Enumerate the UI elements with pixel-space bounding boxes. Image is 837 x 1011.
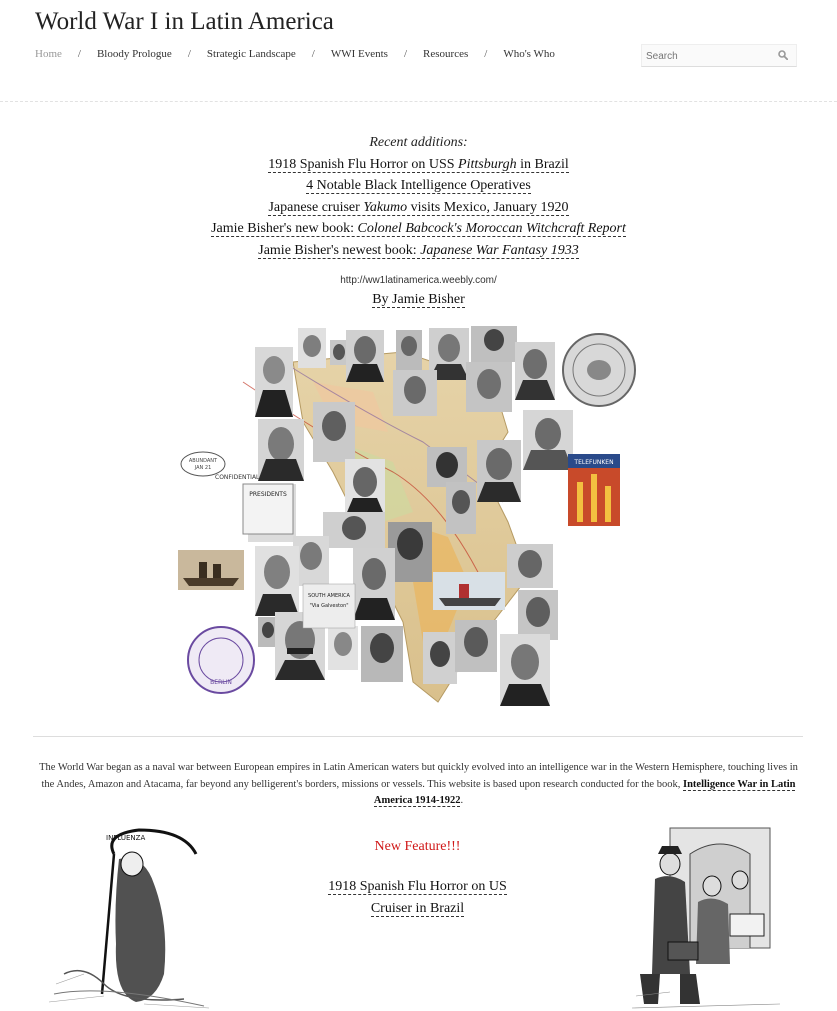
confidential-stamp [181, 452, 260, 481]
nav-separator: / [311, 48, 315, 60]
mexican-seal [563, 334, 635, 406]
portrait [523, 410, 573, 470]
portrait [427, 447, 467, 487]
portrait [258, 419, 304, 481]
feature-link-line1[interactable]: 1918 Spanish Flu Horror on US [328, 879, 507, 894]
nav-separator: / [77, 48, 81, 60]
nav-wwi-events[interactable]: WWI Events [330, 48, 388, 60]
section-divider [33, 736, 803, 737]
portrait [466, 362, 512, 412]
site-title[interactable]: World War I in Latin America [35, 8, 334, 35]
berlin-stamp [188, 627, 254, 693]
portrait [353, 548, 395, 620]
recent-link-babcock-book[interactable]: Jamie Bisher's new book: Colonel Babcock's Moroccan Witchcraft Report [211, 221, 626, 237]
recent-link-japanese-war-fantasy[interactable]: Jamie Bisher's newest book: Japanese War Fantasy 1933 [258, 242, 579, 258]
recent-link-spanish-flu[interactable]: 1918 Spanish Flu Horror on USS Pittsburgh in Brazil [268, 156, 569, 172]
new-feature-label: New Feature!!! [374, 839, 461, 854]
influenza-reaper-illustration [44, 824, 216, 1011]
portrait [255, 347, 293, 417]
ship-photo [433, 572, 505, 610]
stamp-text: ABUNDANT [188, 458, 218, 464]
nav-separator: / [403, 48, 408, 60]
recent-additions [0, 132, 837, 262]
clipping-text: "Via Galveston" [309, 603, 349, 609]
portrait [423, 632, 457, 684]
portrait [361, 626, 403, 682]
telefunken-poster [568, 454, 620, 526]
nav-strategic-landscape[interactable]: Strategic Landscape [206, 48, 296, 60]
recent-heading: Recent additions: [369, 135, 468, 150]
refugees-illustration [630, 824, 782, 1011]
portrait [507, 544, 553, 588]
author-link[interactable]: By Jamie Bisher [372, 292, 465, 307]
portrait [328, 626, 358, 670]
book-link[interactable]: Intelligence War in Latin America 1914-1922 [373, 778, 796, 806]
feature-link-block [215, 876, 620, 920]
header-divider [0, 101, 837, 102]
nav-separator: / [187, 48, 191, 60]
portrait [455, 620, 497, 672]
portrait [298, 328, 326, 368]
intro-paragraph [35, 760, 802, 810]
portrait [330, 340, 348, 365]
stamp-text: BERLIN [210, 679, 232, 686]
portrait [477, 440, 521, 502]
portrait [518, 590, 558, 640]
main-nav [35, 48, 555, 60]
portrait [255, 546, 299, 616]
portrait [393, 370, 437, 416]
photo-collage [163, 322, 643, 707]
site-url: http://ww1latinamerica.weebly.com/ [340, 275, 497, 286]
portrait [515, 342, 555, 400]
intro-end: . [460, 795, 464, 806]
byline [0, 292, 837, 308]
search-box [641, 44, 797, 67]
feature-link-line2[interactable]: Cruiser in Brazil [370, 901, 465, 916]
portrait [345, 459, 385, 517]
portrait [396, 330, 422, 374]
presidents-text: PRESIDENTS [249, 491, 287, 498]
search-icon[interactable] [778, 50, 788, 60]
presidents-document [243, 484, 293, 534]
nav-resources[interactable]: Resources [423, 48, 469, 60]
portrait [446, 482, 476, 534]
recent-link-black-intelligence[interactable]: 4 Notable Black Intelligence Operatives [306, 178, 531, 194]
portrait [471, 326, 517, 362]
clipping-text: SOUTH AMERICA [308, 593, 350, 599]
stamp-text: JAN 21 [194, 465, 212, 471]
intro-text: The World War began as a naval war between European empires in Latin American waters but quickly evolved into an intelligence war in the Western Hemisphere, touching lives in the Andes, Amazon and Atacama, far beyond any belligerent's borders, missions or vessels. This website is based upon research conducted for the book, [39, 762, 798, 790]
nav-separator: / [484, 48, 488, 60]
nav-home[interactable]: Home [35, 48, 62, 60]
map-of-south-america-clipping [303, 584, 355, 628]
nav-whos-who[interactable]: Who's Who [503, 48, 555, 60]
portrait [323, 512, 385, 548]
portrait [346, 330, 384, 382]
telefunken-text: TELEFUNKEN [574, 459, 614, 466]
confidential-text: CONFIDENTIAL [215, 474, 260, 481]
ship-photo [178, 550, 244, 590]
nav-bloody-prologue[interactable]: Bloody Prologue [96, 48, 172, 60]
recent-link-yakumo[interactable]: Japanese cruiser Yakumo visits Mexico, January 1920 [268, 199, 569, 215]
search-input[interactable] [646, 49, 766, 63]
influenza-caption: INFLUENZA [106, 834, 146, 842]
portrait [500, 634, 550, 706]
portrait [313, 402, 355, 462]
